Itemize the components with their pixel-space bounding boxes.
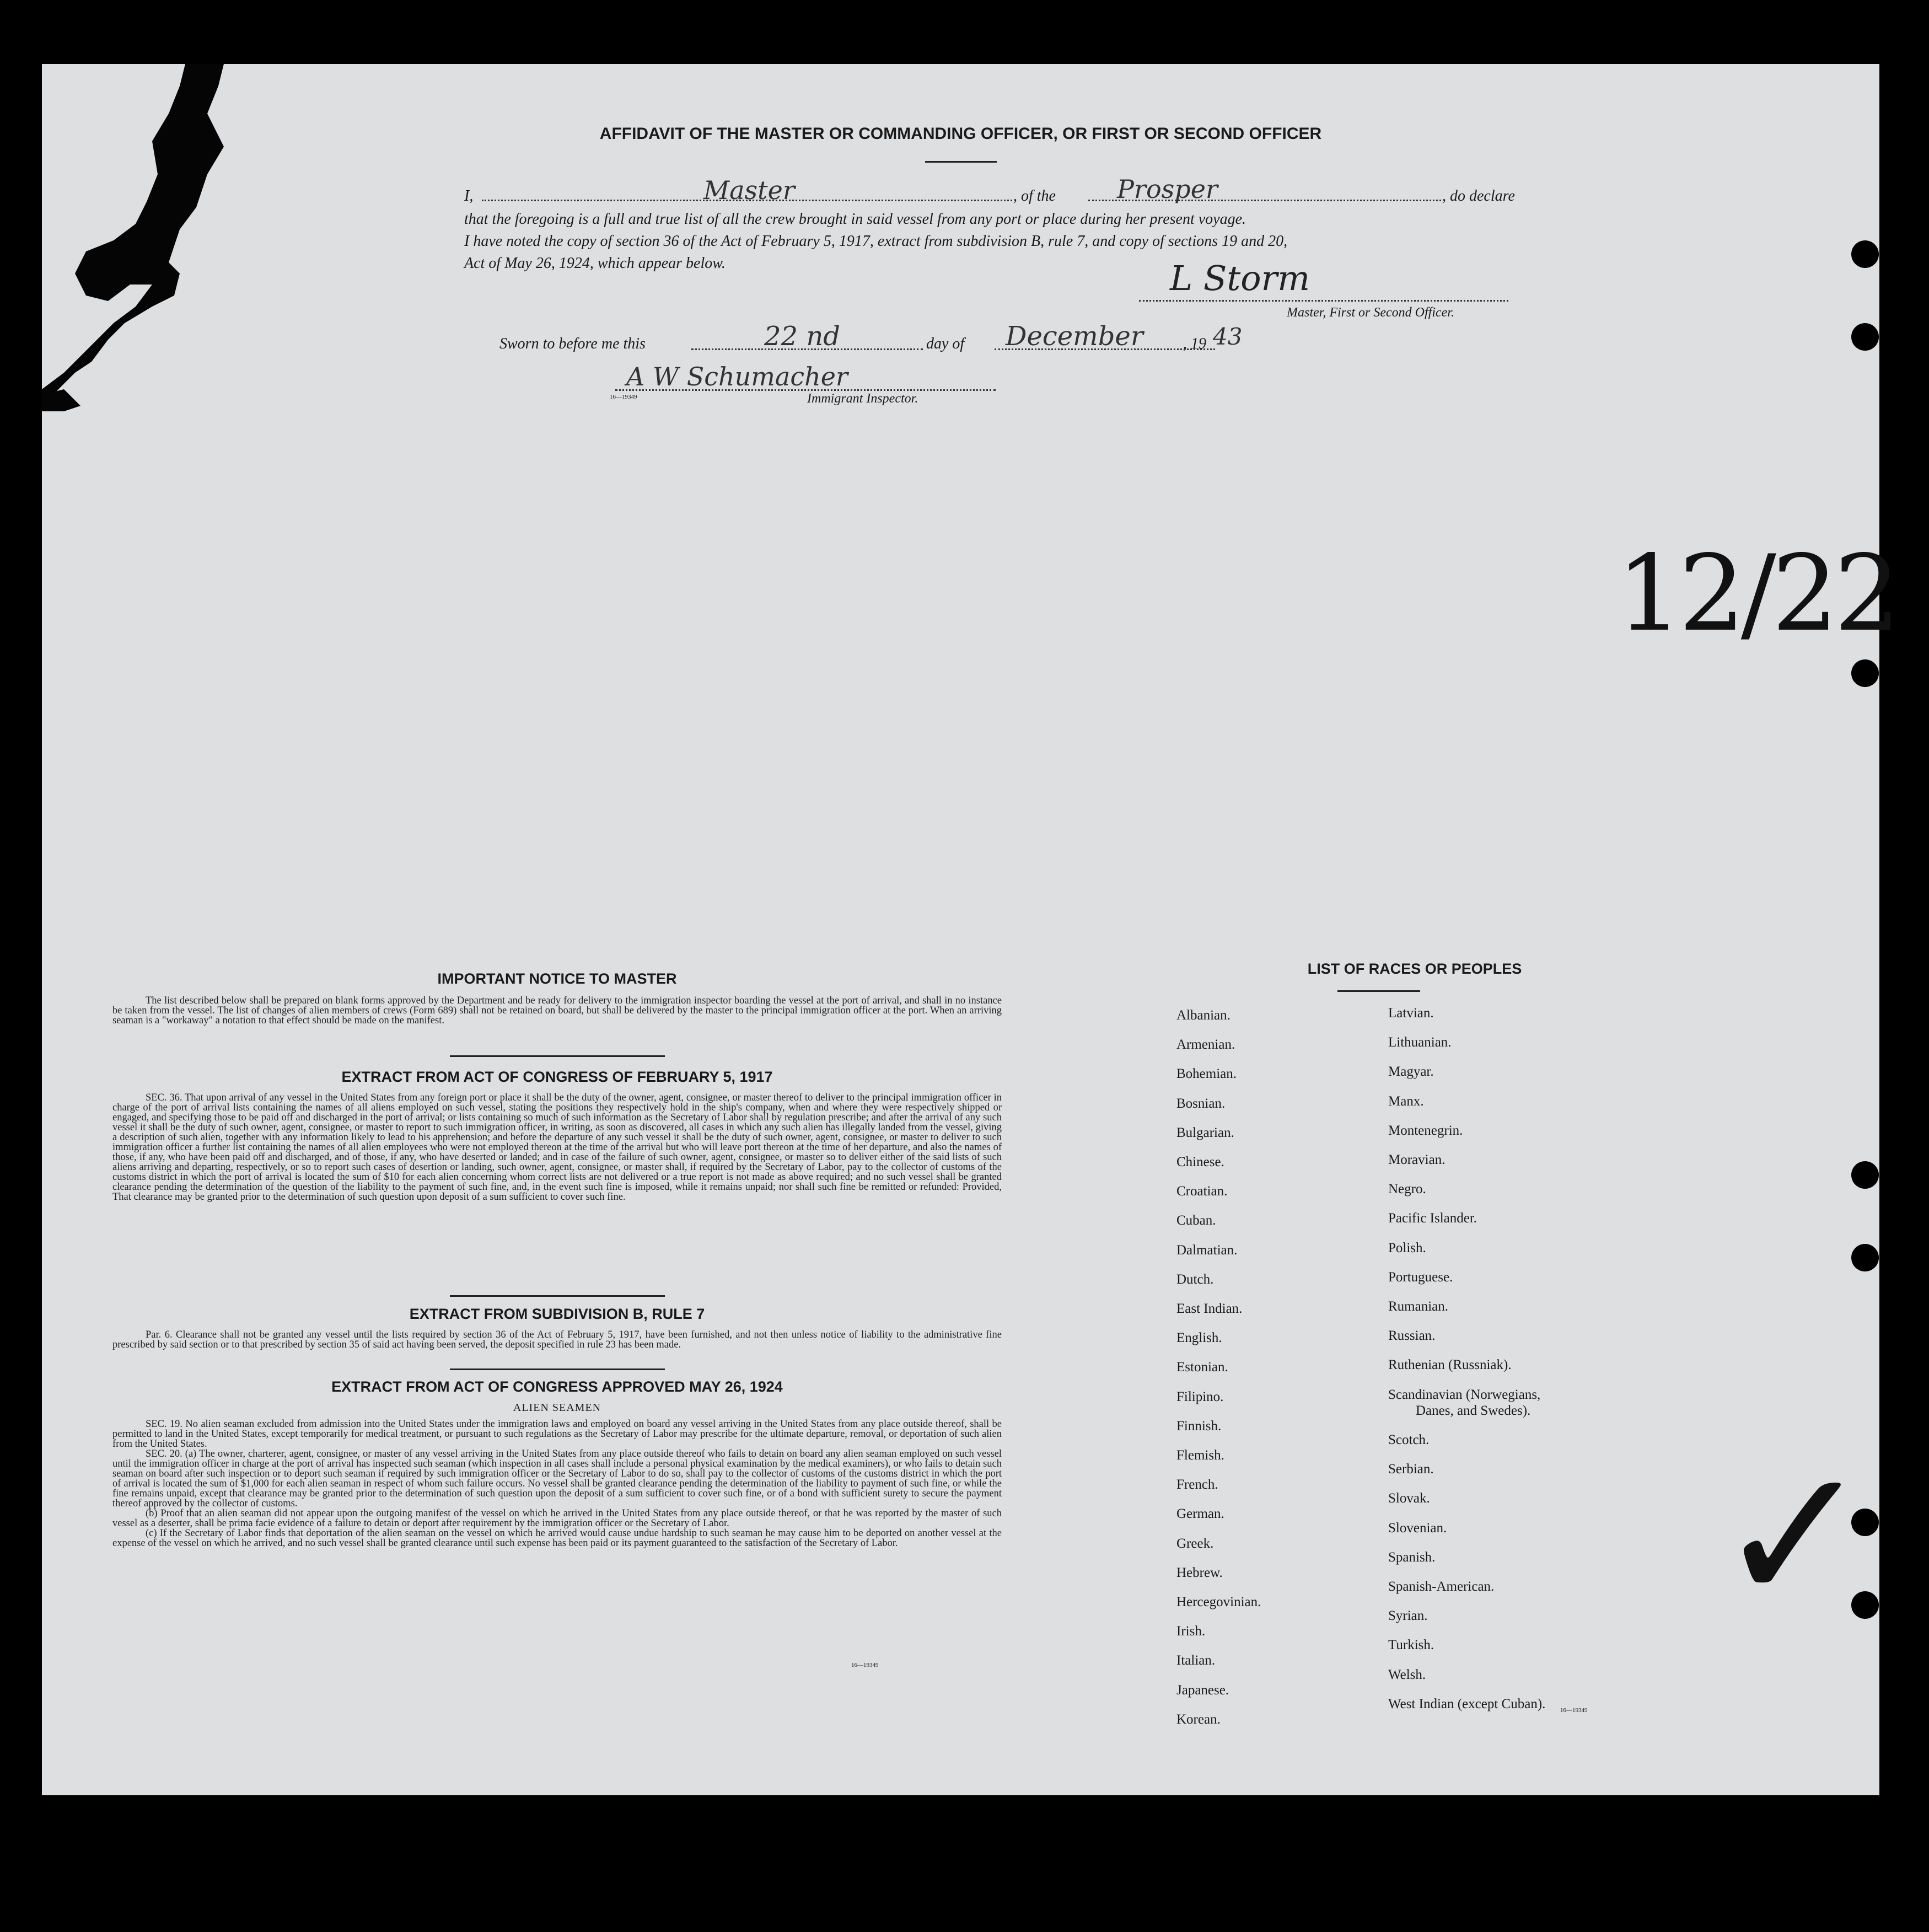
race-item: West Indian (except Cuban). (1388, 1696, 1546, 1711)
race-item: Russian. (1388, 1328, 1436, 1344)
race-item: Serbian. (1388, 1462, 1434, 1477)
race-item: Rumanian. (1388, 1299, 1449, 1314)
race-item: Flemish. (1176, 1448, 1224, 1463)
races-form-number: 16—19349 (1560, 1707, 1588, 1714)
race-item: Moravian. (1388, 1152, 1446, 1167)
race-item: French. (1176, 1477, 1218, 1493)
race-item: Lithuanian. (1388, 1035, 1452, 1050)
race-item: Pacific Islander. (1388, 1211, 1477, 1226)
race-item: Slovak. (1388, 1491, 1430, 1506)
affidavit-line4: Act of May 26, 1924, which appear below. (464, 255, 726, 272)
affidavit-of-the: , of the (1013, 187, 1056, 205)
race-item: Bosnian. (1176, 1096, 1226, 1111)
race-item: Turkish. (1388, 1638, 1434, 1653)
sec19-text: SEC. 19. No alien seaman excluded from admission into the United States under the immigration laws and employed on board any vessel arriving in the United States from any place outside thereof, shall be permitted to land in the United States, except temporarily for medical treatment, or pursuant to such regulations as the Secretary of Labor may prescribe for the ultimate departure, removal, or deportation of such alien from the United States. (112, 1419, 1002, 1450)
sworn-day: 22 nd (764, 321, 840, 352)
race-item: Japanese. (1176, 1682, 1229, 1698)
race-item: Armenian. (1176, 1037, 1235, 1053)
affidavit-title: AFFIDAVIT OF THE MASTER OR COMMANDING OFFICER, OR FIRST OR SECOND OFFICER (599, 125, 1322, 143)
sworn-year: 43 (1213, 323, 1243, 350)
race-item: Dalmatian. (1176, 1242, 1238, 1258)
signature-caption: Master, First or Second Officer. (1287, 305, 1454, 320)
extract-form-number: 16—19349 (851, 1662, 879, 1668)
master-signature: L Storm (1170, 258, 1310, 298)
sworn-month: December (1006, 321, 1143, 352)
race-item: Hercegovinian. (1176, 1595, 1261, 1609)
race-item: Italian. (1176, 1653, 1216, 1668)
extract-1917-text: SEC. 36. That upon arrival of any vessel in the United States from any foreign port or place it shall be the duty of the owner, agent, consignee, or master thereof to deliver to the principal immigration officer in charge of the port of arrival lists containing the names of all aliens employed on such vessel, stating the positions they respectively hold in the ship's company, when and where they were respectively shipped or engaged, and specifying those to be paid off and discharged in the port of arrival; or lists containing so much of such information as the Secretary of Labor shall by regulation prescribe; and after the arrival of any such vessel it shall be the duty of such owner, agent, consignee, or master to report to such immigration officer, in writing, as soon as discovered, all cases in which any such alien has illegally landed from the vessel, giving a description of such alien, together with any information likely to lead to his apprehension; and before the departure of any such vessel it shall be the duty of such owner, agent, consignee, or master to deliver to such immigration officer a further list containing the names of all alien employees who were not employed thereon at the time of the arrival but who will leave port thereon at the time of her departure, and also the names of those, if any, who have been paid off and discharged, and of those, if any, who have deserted or landed; and in case of the failure of such owner, agent, consignee, or master so to deliver either of the said lists of such aliens arriving and departing, respectively, or so to report such cases of desertion or landing, such owner, agent, consignee, or master shall, if required by the Secretary of Labor, pay to the collector of customs of the customs district in which the port of arrival is located the sum of $10 for each alien concerning whom correct lists are not delivered or a true report is not made as above required; and no such vessel shall be granted clearance pending the determination of the question of the liability to the payment of such fine, and, in the event such fine is imposed, while it remains unpaid; nor shall such fine be remitted or refunded: Provided, That clearance may be granted prior to the determination of such question upon deposit of a sum sufficient to cover such fine. (112, 1092, 1002, 1203)
extract-1917-heading: EXTRACT FROM ACT OF CONGRESS OF FEBRUARY 5, 1917 (341, 1069, 773, 1085)
extract-rule7-heading: EXTRACT FROM SUBDIVISION B, RULE 7 (409, 1306, 705, 1322)
race-item: Irish. (1176, 1624, 1206, 1639)
race-item: Latvian. (1388, 1006, 1434, 1021)
race-item: Welsh. (1388, 1667, 1426, 1682)
race-item: Albanian. (1176, 1008, 1231, 1023)
race-item: German. (1176, 1506, 1224, 1522)
race-item: Negro. (1388, 1182, 1426, 1197)
race-item: Scotch. (1388, 1432, 1430, 1448)
race-item: Croatian. (1176, 1184, 1228, 1199)
sec20b-text: (b) Proof that an alien seaman did not appear upon the outgoing manifest of the vessel on which he arrived in the United States from any place outside thereof, or that he was reported by the master of such vessel as a deserter, shall be prima facie evidence of a failure to detain or deport after requirement by the immigration officer or the Secretary of Labor. (112, 1508, 1002, 1529)
check-mark: ✓ (1716, 1427, 1873, 1645)
race-item: Slovenian. (1388, 1520, 1447, 1536)
affidavit-line3: I have noted the copy of section 36 of the Act of February 5, 1917, extract from subdivision B, rule 7, and copy of sections 19 and 20, (464, 233, 1288, 250)
notice-heading: IMPORTANT NOTICE TO MASTER (437, 970, 677, 987)
race-item: Chinese. (1176, 1155, 1224, 1169)
sworn-text: Sworn to before me this (499, 335, 646, 352)
race-item: Spanish-American. (1388, 1579, 1495, 1595)
race-item: Cuban. (1176, 1213, 1216, 1228)
handwritten-vessel: Prosper (1117, 174, 1218, 204)
race-item: Spanish. (1388, 1549, 1436, 1565)
race-item: Polish. (1388, 1240, 1426, 1255)
race-item: English. (1176, 1330, 1222, 1346)
race-item: Syrian. (1388, 1608, 1428, 1624)
inspector-caption: Immigrant Inspector. (807, 391, 918, 406)
year-prefix: , 19 (1183, 335, 1206, 352)
document-page (42, 64, 1896, 1795)
races-heading: LIST OF RACES OR PEOPLES (1307, 960, 1522, 977)
sec20c-text: (c) If the Secretary of Labor finds that deportation of the alien seaman on the vessel on which he arrived would cause undue hardship to such seaman he may cause him to be deported on another vessel at the expense of the vessel on which he arrived, and no such vessel shall be granted clearance until such expense has been paid or its payment guaranteed to the satisfaction of the Secretary of Labor. (112, 1528, 1002, 1549)
race-item: Korean. (1176, 1711, 1221, 1727)
race-item: Finnish. (1176, 1418, 1222, 1434)
race-item: Bohemian. (1176, 1066, 1237, 1082)
race-item: Greek. (1176, 1536, 1214, 1551)
race-item: Estonian. (1176, 1360, 1228, 1375)
race-item: Hebrew. (1176, 1565, 1223, 1580)
race-item: Manx. (1388, 1093, 1424, 1109)
affidavit-line2: that the foregoing is a full and true list of all the crew brought in said vessel from any port or place during her present voyage. (464, 211, 1246, 228)
extract-1924-subheading: ALIEN SEAMEN (513, 1402, 601, 1414)
race-item: Danes, and Swedes). (1416, 1403, 1531, 1418)
race-item: Dutch. (1176, 1271, 1214, 1287)
race-item: Scandinavian (Norwegians, (1388, 1387, 1541, 1402)
race-item: Bulgarian. (1176, 1125, 1234, 1140)
race-item: Ruthenian (Russniak). (1388, 1357, 1512, 1373)
handwritten-role: Master (703, 175, 795, 205)
affidavit-form-number: 16—19349 (610, 394, 637, 400)
extract-rule7-text: Par. 6. Clearance shall not be granted any vessel until the lists required by section 36 of the Act of February 5, 1917, have been furnished, and not then unless notice of liability to the administrative fine prescribed by said section or to that prescribed by section 35 of said act having been served, the deposit specified in rule 23 has been made. (112, 1329, 1002, 1350)
races-list (42, 64, 1879, 1795)
race-item: Filipino. (1176, 1389, 1224, 1404)
race-item: Montenegrin. (1388, 1123, 1463, 1138)
race-item: East Indian. (1176, 1301, 1243, 1316)
race-item: Portuguese. (1388, 1269, 1453, 1285)
affidavit-line1-i: I, (464, 187, 474, 205)
extract-1924-heading: EXTRACT FROM ACT OF CONGRESS APPROVED MAY 26, 1924 (331, 1378, 783, 1395)
notice-body-text: The list described below shall be prepared on blank forms approved by the Department and be ready for delivery to the immigration inspector boarding the vessel at the port of arrival, and shall in no instance be taken from the vessel. The list of changes of alien members of crews (Form 689) shall not be retained on board, but shall be delivered by the master to the principal immigration officer at the port. When an arriving seaman is a "workaway" a notation to that effect should be made on the manifest. (112, 995, 1002, 1026)
day-of: day of (926, 335, 965, 352)
race-item: Magyar. (1388, 1064, 1434, 1080)
sec20a-text: SEC. 20. (a) The owner, charterer, agent, consignee, or master of any vessel arriving in the United States from any place outside thereof who fails to detain on board any alien seaman employed on such vessel until the immigration officer in charge at the port of arrival has inspected such seaman (which inspection in all cases shall include a personal physical examination by the medical examiners), or who fails to detain such seaman on board after such inspection or to deport such seaman if required by such immigration officer or the Secretary of Labor to do so, shall pay to the collector of customs of the customs district in which the port of arrival is located the sum of $1,000 for each alien seaman in respect of whom such failure occurs. No vessel shall be granted clearance pending the determination of the liability to payment of such fine, or while the fine remains unpaid, except that clearance may be granted prior to the determination of such question upon the deposit of a sum sufficient to cover such fine, or of a bond with sufficient surety to secure the payment thereof approved by the collector of customs. (112, 1448, 1002, 1509)
affidavit-declare: , do declare (1442, 187, 1515, 205)
date-note: 12/22 (1616, 533, 1896, 654)
inspector-signature: A W Schumacher (626, 362, 848, 391)
